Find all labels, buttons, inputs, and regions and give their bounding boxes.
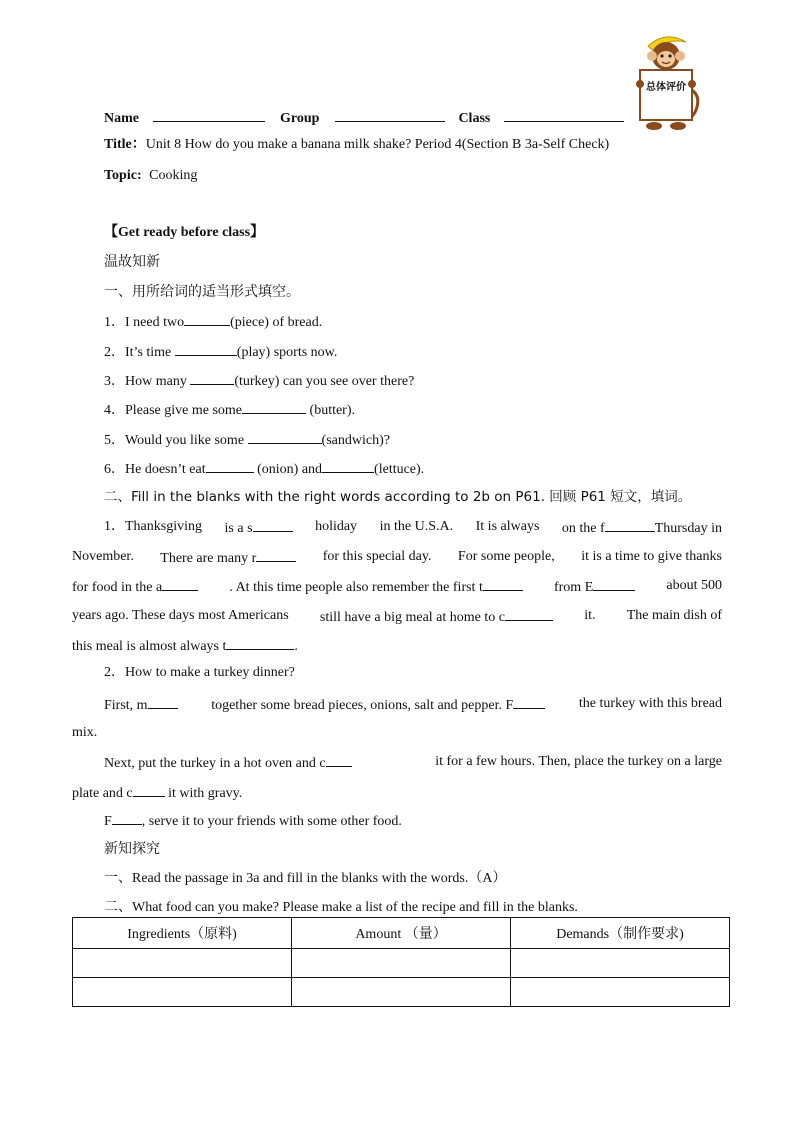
passage-text: The main dish of <box>626 608 722 623</box>
passage-text: is a s <box>224 521 253 536</box>
q4-text: 4．Please give me some <box>104 403 243 418</box>
topic-label: Topic: <box>104 168 142 183</box>
turkey-text: F <box>104 814 112 829</box>
q6-blank-2[interactable] <box>322 459 374 473</box>
passage-text: . At this time people also remember the first t <box>229 580 483 595</box>
table-row <box>73 949 730 978</box>
passage-text: It is always <box>475 519 540 534</box>
class-label: Class <box>458 111 491 126</box>
turkey-text <box>104 753 352 773</box>
turkey-text <box>104 695 178 715</box>
table-header-row <box>73 918 730 949</box>
passage-text <box>160 548 296 568</box>
title-label: Title： <box>104 137 146 152</box>
turkey-text: it with gravy. <box>164 786 243 801</box>
table-row <box>73 978 730 1007</box>
q1-text: 1．I need two <box>104 315 185 330</box>
table-cell[interactable] <box>292 949 511 978</box>
q5-blank[interactable] <box>248 430 322 444</box>
q1-blank[interactable] <box>184 312 230 326</box>
section-heading: 【Get ready before class】 <box>104 225 265 240</box>
q6-text: 6．He doesn’t eat <box>104 462 206 477</box>
explore-item-1: 一、Read the passage in 3a and fill in the blanks with the words.（A） <box>104 871 507 886</box>
q6-hint-1: (onion) and <box>253 462 323 477</box>
turkey-text: it for a few hours. Then, place the turkey on a large <box>435 754 722 769</box>
q3-text: 3．How many <box>104 374 191 389</box>
passage-line-2 <box>72 548 722 568</box>
passage-text: November. <box>72 549 134 564</box>
passage-text: this meal is almost always t <box>72 639 227 654</box>
turkey-blank[interactable] <box>133 783 165 797</box>
q2-blank[interactable] <box>175 342 237 356</box>
question-5 <box>104 430 390 450</box>
turkey-blank[interactable] <box>148 695 178 709</box>
group-label: Group <box>280 111 320 126</box>
topic-value: Cooking <box>149 168 198 183</box>
q4-blank[interactable] <box>242 400 306 414</box>
passage-text <box>320 607 553 627</box>
passage-text <box>229 577 523 597</box>
turkey-line-4 <box>72 783 242 803</box>
passage-text: holiday <box>315 519 358 534</box>
turkey-text <box>211 695 545 715</box>
passage-blank[interactable] <box>593 577 635 591</box>
q3-hint: (turkey) can you see over there? <box>234 374 415 389</box>
passage-text: it. <box>584 608 596 623</box>
turkey-blank[interactable] <box>112 811 142 825</box>
turkey-text: the turkey with this bread <box>578 696 722 711</box>
recipe-table <box>72 917 730 1007</box>
passage-text: For some people, <box>457 549 555 564</box>
q1-hint: (piece) of bread. <box>230 315 323 330</box>
table-cell[interactable] <box>510 949 729 978</box>
question-1 <box>104 312 322 332</box>
passage-blank[interactable] <box>226 636 294 650</box>
turkey-line-5 <box>104 811 402 831</box>
q3-blank[interactable] <box>190 371 234 385</box>
header-demands: Demands（制作要求) <box>510 918 729 949</box>
passage-text: for this special day. <box>322 549 432 564</box>
table-cell[interactable] <box>73 949 292 978</box>
turkey-blank[interactable] <box>326 753 352 767</box>
passage-text: still have a big meal at home to c <box>319 610 505 625</box>
passage-text: in the U.S.A. <box>379 519 454 534</box>
header-row <box>104 108 624 128</box>
passage-text <box>72 577 198 597</box>
title-value: Unit 8 How do you make a banana milk shake? Period 4(Section B 3a-Self Check) <box>145 137 610 152</box>
class-field[interactable] <box>504 108 624 122</box>
turkey-line-2: mix. <box>72 725 98 740</box>
badge-text: 总体评价 <box>646 82 686 93</box>
passage-text: on the f <box>561 521 605 536</box>
header-ingredients: Ingredients（原料) <box>73 918 292 949</box>
q2-hint: (play) sports now. <box>236 345 338 360</box>
title-line <box>104 136 609 154</box>
passage-text <box>562 518 722 538</box>
evaluation-badge <box>630 28 702 132</box>
group-field[interactable] <box>335 108 445 122</box>
turkey-text: together some bread pieces, onions, salt and pepper. F <box>211 698 514 713</box>
passage-text: for food in the a <box>72 580 163 595</box>
q6-hint-2: (lettuce). <box>374 462 425 477</box>
q4-hint: (butter). <box>306 403 356 418</box>
turkey-question: 2．How to make a turkey dinner? <box>104 665 295 680</box>
turkey-text: Next, put the turkey in a hot oven and c <box>104 756 326 771</box>
passage-line-4 <box>72 607 722 627</box>
passage-text: 1．Thanksgiving <box>104 519 202 534</box>
part1-title: 一、用所给词的适当形式填空。 <box>104 284 300 300</box>
question-3 <box>104 371 414 391</box>
passage-text: about 500 <box>666 578 722 593</box>
header-amount: Amount （量） <box>292 918 511 949</box>
turkey-line-3 <box>104 753 722 773</box>
turkey-text: plate and c <box>72 786 133 801</box>
explore-item-2: 二、What food can you make? Please make a list of the recipe and fill in the blanks. <box>104 900 578 915</box>
passage-text <box>225 518 293 538</box>
question-4 <box>104 400 355 420</box>
passage-text: it is a time to give thanks <box>581 549 722 564</box>
turkey-text: , serve it to your friends with some other food. <box>141 814 402 829</box>
part2-title: 二、Fill in the blanks with the right words according to 2b on P61. 回顾 P61 短文，填词。 <box>104 489 692 505</box>
passage-blank[interactable] <box>256 548 296 562</box>
passage-blank[interactable] <box>605 518 655 532</box>
name-label: Name <box>104 111 139 126</box>
passage-text: from E <box>553 580 594 595</box>
passage-line-5 <box>72 636 298 656</box>
turkey-blank[interactable] <box>513 695 545 709</box>
q5-text: 5．Would you like some <box>104 433 248 448</box>
passage-text: Thursday in <box>654 521 722 536</box>
question-2 <box>104 342 337 362</box>
passage-text <box>554 577 635 597</box>
explore-subheading: 新知探究 <box>104 841 160 857</box>
table-cell[interactable] <box>292 978 511 1007</box>
table-cell[interactable] <box>510 978 729 1007</box>
question-6 <box>104 459 424 479</box>
topic-line <box>104 167 197 185</box>
passage-blank[interactable] <box>505 607 553 621</box>
passage-text: There are many r <box>160 551 257 566</box>
passage-blank[interactable] <box>253 518 293 532</box>
name-field[interactable] <box>153 108 265 122</box>
passage-text: . <box>294 639 298 654</box>
q5-hint: (sandwich)? <box>321 433 390 448</box>
passage-blank[interactable] <box>483 577 523 591</box>
passage-text: years ago. These days most Americans <box>72 608 289 623</box>
turkey-text: First, m <box>104 698 148 713</box>
table-cell[interactable] <box>73 978 292 1007</box>
turkey-line-1 <box>104 695 722 715</box>
passage-blank[interactable] <box>162 577 198 591</box>
review-subheading: 温故知新 <box>104 254 160 270</box>
q6-blank-1[interactable] <box>206 459 254 473</box>
passage-line-3 <box>72 577 722 597</box>
q2-text: 2．It’s time <box>104 345 175 360</box>
passage-line-1 <box>104 518 722 538</box>
